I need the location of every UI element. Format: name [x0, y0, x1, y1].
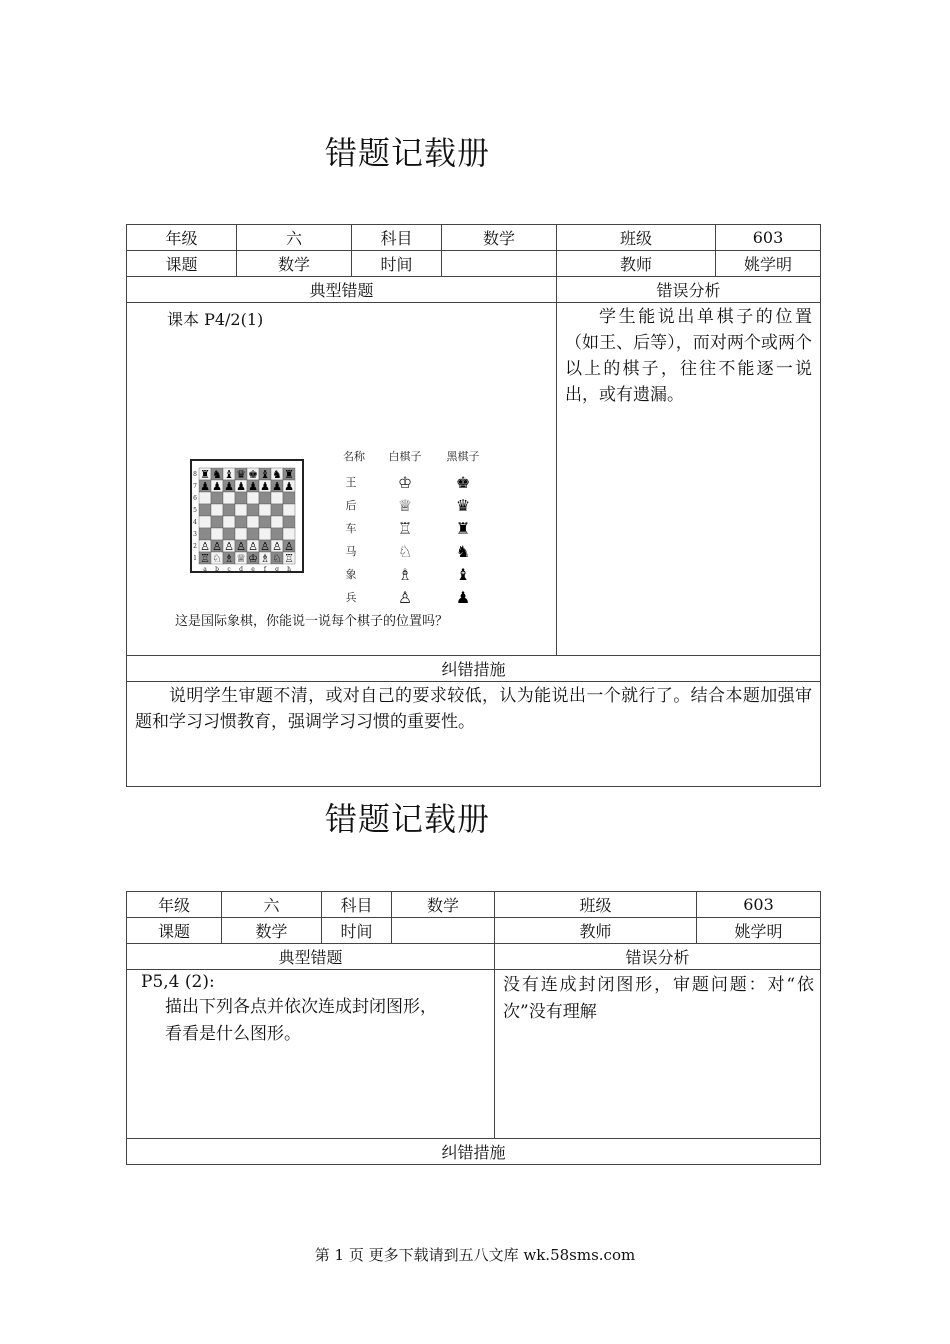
- typical-error-cell: [127, 970, 495, 1139]
- time-label: 时间: [322, 918, 392, 944]
- chess-piece-icon: ♟: [284, 480, 294, 493]
- rank-label: 6: [193, 495, 197, 502]
- board-square: [199, 516, 211, 528]
- rank-label: 8: [193, 471, 197, 478]
- chess-piece-icon: ♛: [236, 468, 246, 481]
- class-value: 603: [716, 225, 821, 251]
- board-square: [247, 516, 259, 528]
- board-square: [283, 528, 295, 540]
- legend-piece-name: 王: [345, 476, 357, 489]
- board-square: [271, 504, 283, 516]
- chess-piece-icon: ♝: [224, 468, 234, 481]
- chess-piece-icon: ♟: [212, 480, 222, 493]
- rank-label: 7: [193, 483, 197, 490]
- black-piece-icon: ♛: [455, 496, 471, 515]
- board-square: [271, 492, 283, 504]
- error-analysis-header: 错误分析: [495, 944, 821, 970]
- chess-piece-icon: ♜: [200, 468, 210, 481]
- error-analysis-cell: [557, 303, 821, 656]
- chess-piece-icon: ♙: [260, 540, 270, 553]
- file-label: e: [251, 566, 255, 573]
- board-square: [223, 516, 235, 528]
- file-label: a: [203, 566, 207, 573]
- class-label: 班级: [495, 892, 697, 918]
- legend-header: 黑棋子: [446, 450, 480, 463]
- chess-figure: [169, 440, 480, 655]
- board-square: [259, 492, 271, 504]
- analysis-text: 学生能说出单棋子的位置（如王、后等），而对两个或两个以上的棋子，往往不能逐一说出，或有遗漏。: [565, 307, 812, 405]
- chess-piece-icon: ♔: [248, 552, 258, 565]
- fix-header: 纠错措施: [127, 1139, 821, 1165]
- white-piece-icon: ♗: [397, 565, 413, 584]
- fix-header: 纠错措施: [127, 656, 821, 682]
- grade-label: 年级: [127, 892, 222, 918]
- grade-label: 年级: [127, 225, 237, 251]
- topic-label: 课题: [127, 251, 237, 277]
- typical-error-header: 典型错题: [127, 944, 495, 970]
- time-label: 时间: [352, 251, 442, 277]
- board-square: [199, 504, 211, 516]
- subject-value: 数学: [392, 892, 495, 918]
- board-square: [283, 504, 295, 516]
- question-text: 描出下列各点并依次连成封闭图形，看看是什么图形。: [165, 997, 437, 1044]
- board-square: [211, 492, 223, 504]
- file-label: b: [215, 566, 219, 573]
- chess-piece-icon: ♖: [284, 552, 294, 565]
- board-square: [283, 516, 295, 528]
- chess-piece-icon: ♟: [272, 480, 282, 493]
- chess-piece-icon: ♘: [272, 552, 282, 565]
- board-square: [259, 504, 271, 516]
- chess-piece-icon: ♙: [284, 540, 294, 553]
- class-value: 603: [697, 892, 821, 918]
- chess-piece-icon: ♙: [212, 540, 222, 553]
- file-label: h: [287, 566, 291, 573]
- board-square: [247, 504, 259, 516]
- subject-label: 科目: [352, 225, 442, 251]
- teacher-label: 教师: [495, 918, 697, 944]
- record-2-title: 错题记载册: [324, 800, 490, 838]
- chess-piece-icon: ♗: [260, 552, 270, 565]
- grade-value: 六: [222, 892, 322, 918]
- board-square: [235, 528, 247, 540]
- board-square: [235, 504, 247, 516]
- teacher-value: 姚学明: [697, 918, 821, 944]
- board-square: [247, 528, 259, 540]
- file-label: c: [227, 566, 231, 573]
- chess-piece-icon: ♟: [224, 480, 234, 493]
- chess-piece-icon: ♟: [248, 480, 258, 493]
- legend-piece-name: 兵: [345, 591, 357, 604]
- topic-label: 课题: [127, 918, 222, 944]
- board-square: [199, 528, 211, 540]
- chess-piece-icon: ♞: [212, 468, 222, 481]
- question-ref: 课本 P4/2(1): [167, 310, 264, 329]
- board-square: [283, 492, 295, 504]
- teacher-label: 教师: [557, 251, 716, 277]
- typical-error-header: 典型错题: [127, 277, 557, 303]
- board-square: [223, 504, 235, 516]
- board-square: [211, 528, 223, 540]
- chess-piece-icon: ♞: [272, 468, 282, 481]
- legend-piece-name: 象: [345, 568, 357, 581]
- board-square: [223, 492, 235, 504]
- teacher-value: 姚学明: [716, 251, 821, 277]
- rank-label: 2: [193, 543, 197, 550]
- class-label: 班级: [557, 225, 716, 251]
- chess-piece-icon: ♟: [200, 480, 210, 493]
- fix-cell: [127, 682, 821, 787]
- chess-piece-icon: ♙: [224, 540, 234, 553]
- white-piece-icon: ♔: [397, 473, 413, 492]
- board-square: [247, 492, 259, 504]
- chess-piece-icon: ♙: [236, 540, 246, 553]
- chess-piece-icon: ♟: [236, 480, 246, 493]
- board-square: [259, 516, 271, 528]
- board-square: [235, 516, 247, 528]
- black-piece-icon: ♝: [455, 565, 471, 584]
- chess-piece-icon: ♙: [272, 540, 282, 553]
- white-piece-icon: ♘: [397, 542, 413, 561]
- rank-label: 4: [193, 519, 197, 526]
- time-value: [392, 918, 495, 944]
- legend-piece-name: 后: [345, 499, 357, 512]
- error-analysis-cell: [495, 970, 821, 1139]
- chess-piece-icon: ♕: [236, 552, 246, 565]
- subject-value: 数学: [442, 225, 557, 251]
- black-piece-icon: ♟: [455, 588, 471, 607]
- topic-value: 数学: [237, 251, 352, 277]
- black-piece-icon: ♜: [455, 519, 471, 538]
- legend-header: 白棋子: [388, 450, 422, 463]
- chess-piece-icon: ♙: [248, 540, 258, 553]
- grade-value: 六: [237, 225, 352, 251]
- file-label: g: [275, 566, 279, 573]
- typical-error-cell: [127, 303, 557, 656]
- fix-text: 说明学生审题不清，或对自己的要求较低，认为能说出一个就行了。结合本题加强审题和学习习惯教育，强调学习习惯的重要性。: [135, 686, 812, 732]
- board-square: [223, 528, 235, 540]
- board-square: [271, 516, 283, 528]
- chess-piece-icon: ♖: [200, 552, 210, 565]
- figure-caption: 这是国际象棋，你能说一说每个棋子的位置吗？: [175, 614, 449, 629]
- black-piece-icon: ♞: [455, 542, 471, 561]
- analysis-text: 没有连成封闭图形，审题问题：对“依次”没有理解: [503, 975, 814, 1022]
- topic-value: 数学: [222, 918, 322, 944]
- chess-piece-icon: ♘: [212, 552, 222, 565]
- board-square: [271, 528, 283, 540]
- board-square: [199, 492, 211, 504]
- error-analysis-header: 错误分析: [557, 277, 821, 303]
- legend-header: 名称: [343, 450, 365, 463]
- board-square: [211, 516, 223, 528]
- legend-piece-name: 车: [345, 522, 357, 535]
- white-piece-icon: ♙: [397, 588, 413, 607]
- board-square: [211, 504, 223, 516]
- chess-piece-icon: ♗: [224, 552, 234, 565]
- legend-piece-name: 马: [345, 545, 357, 558]
- file-label: d: [239, 566, 243, 573]
- record-2-table: [126, 891, 821, 1165]
- chess-piece-icon: ♙: [200, 540, 210, 553]
- time-value: [442, 251, 557, 277]
- question-ref: P5,4 (2):: [141, 972, 215, 992]
- record-1-title: 错题记载册: [324, 134, 490, 172]
- chess-piece-icon: ♚: [248, 468, 258, 481]
- rank-label: 1: [193, 555, 197, 562]
- record-1-table: [126, 224, 821, 787]
- subject-label: 科目: [322, 892, 392, 918]
- chess-piece-icon: ♟: [260, 480, 270, 493]
- chess-piece-icon: ♝: [260, 468, 270, 481]
- black-piece-icon: ♚: [455, 473, 471, 492]
- rank-label: 3: [193, 531, 197, 538]
- board-square: [259, 528, 271, 540]
- chess-piece-icon: ♜: [284, 468, 294, 481]
- file-label: f: [263, 566, 267, 573]
- white-piece-icon: ♕: [397, 496, 413, 515]
- board-square: [235, 492, 247, 504]
- white-piece-icon: ♖: [397, 519, 413, 538]
- rank-label: 5: [193, 507, 197, 514]
- page-footer: 第 1 页 更多下载请到五八文库 wk.58sms.com: [314, 1246, 636, 1264]
